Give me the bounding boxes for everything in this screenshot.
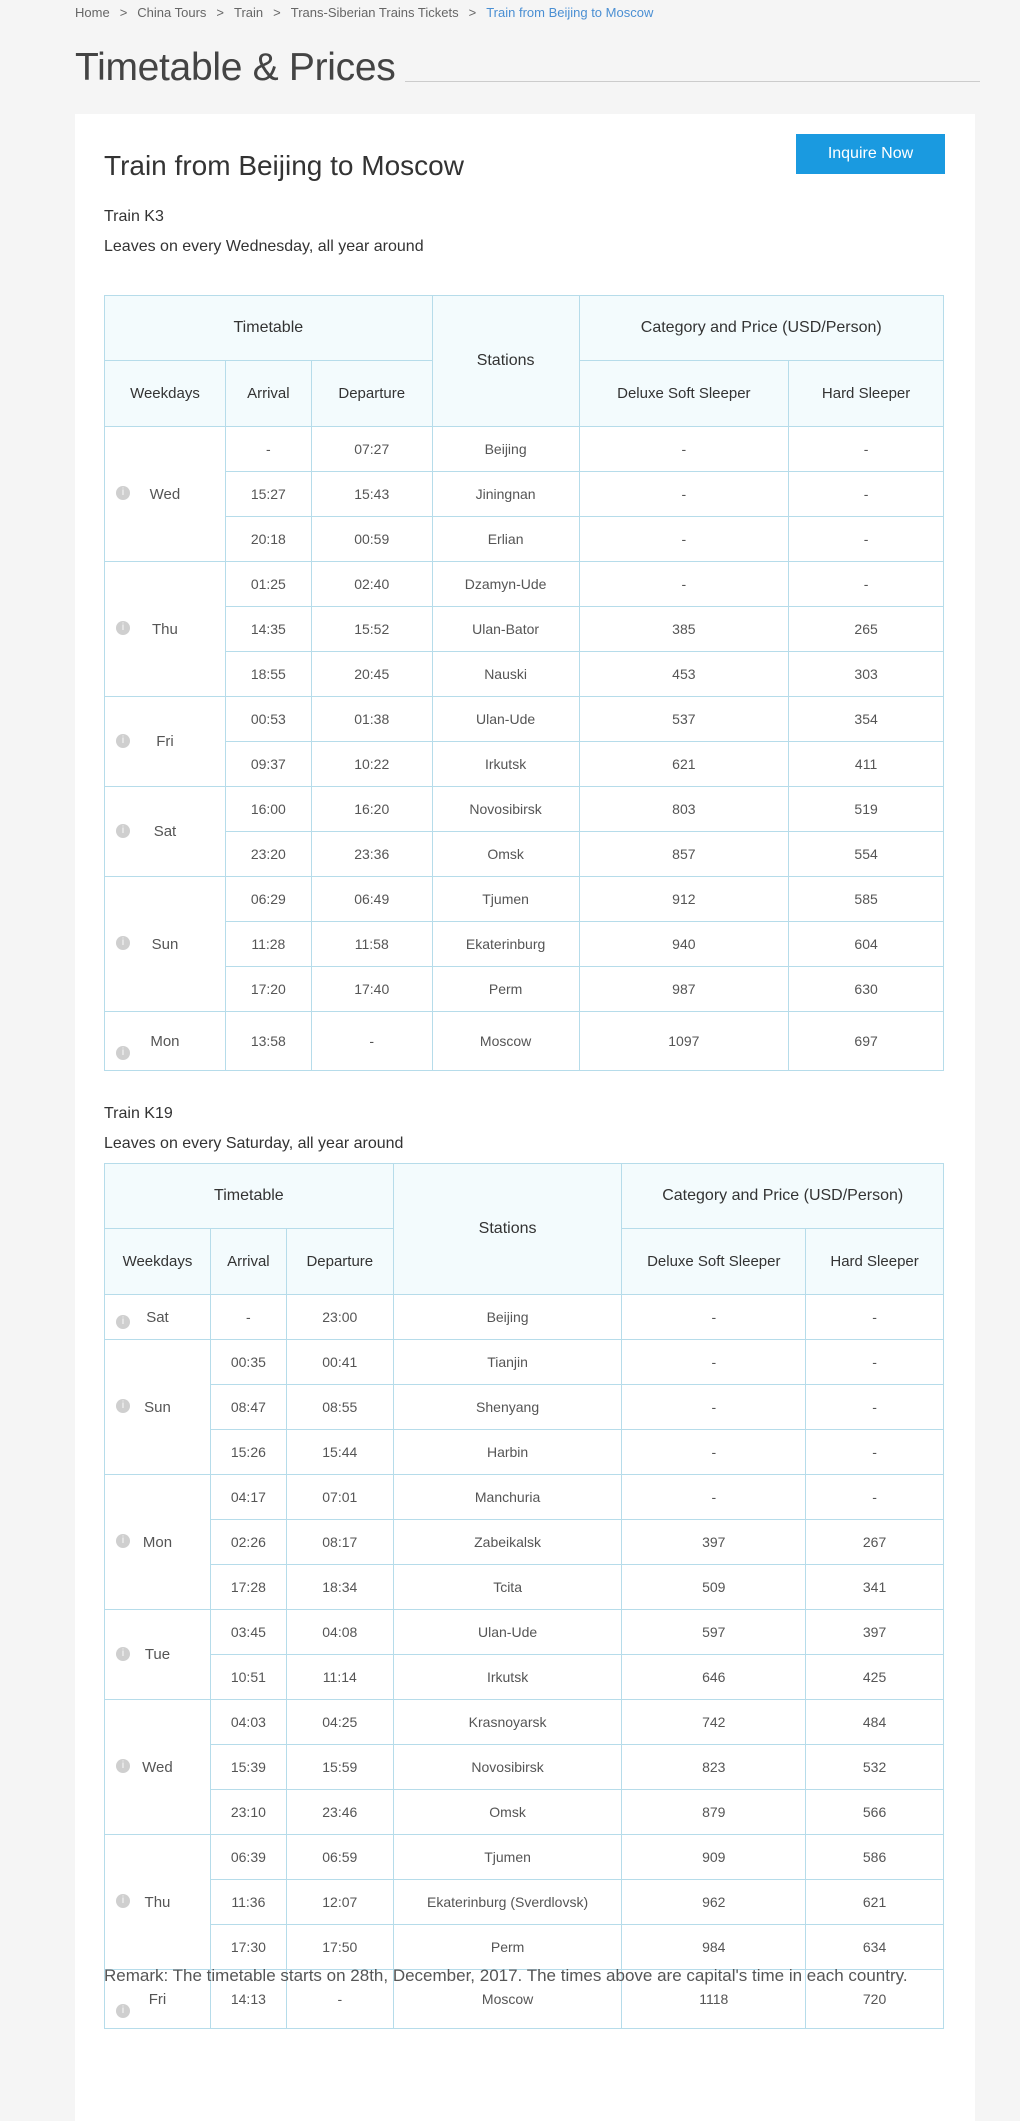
arrival-cell: 00:35 (210, 1340, 286, 1385)
deluxe-price-cell: 987 (579, 967, 789, 1012)
table-row (105, 877, 944, 922)
station-cell: Harbin (393, 1430, 622, 1475)
deluxe-price-cell: - (579, 517, 789, 562)
weekday-cell (105, 562, 226, 697)
arrival-cell: 11:36 (210, 1880, 286, 1925)
arrival-cell: - (225, 427, 311, 472)
departure-cell: 00:41 (286, 1340, 393, 1385)
departure-cell: 16:20 (311, 787, 432, 832)
deluxe-price-cell: 537 (579, 697, 789, 742)
info-icon[interactable]: i (116, 1399, 130, 1413)
arrival-cell: 20:18 (225, 517, 311, 562)
header-arrival: Arrival (210, 1229, 286, 1295)
departure-cell: 00:59 (311, 517, 432, 562)
arrival-cell: 02:26 (210, 1520, 286, 1565)
station-cell: Perm (393, 1925, 622, 1970)
weekday-label: Mon (142, 1533, 173, 1551)
station-cell: Tjumen (393, 1835, 622, 1880)
weekday-cell (105, 1610, 211, 1700)
departure-cell: 11:58 (311, 922, 432, 967)
hard-price-cell: - (806, 1340, 944, 1385)
departure-cell: 23:00 (286, 1295, 393, 1340)
departure-cell: 20:45 (311, 652, 432, 697)
departure-cell: - (311, 1012, 432, 1071)
deluxe-price-cell: 879 (622, 1790, 806, 1835)
station-cell: Shenyang (393, 1385, 622, 1430)
station-cell: Beijing (393, 1295, 622, 1340)
weekday-label: Thu (144, 1893, 171, 1911)
deluxe-price-cell: 1118 (622, 1970, 806, 2029)
breadcrumb: Home > China Tours > Train > Trans-Siberian Trains Tickets > Train from Beijing to Moscow (75, 5, 654, 20)
header-category-price: Category and Price (USD/Person) (579, 296, 943, 361)
hard-price-cell: 697 (789, 1012, 944, 1071)
info-icon[interactable]: i (116, 824, 130, 838)
breadcrumb-china-tours[interactable]: China Tours (137, 5, 207, 20)
weekday-cell (105, 1295, 211, 1340)
hard-price-cell: - (789, 427, 944, 472)
header-timetable: Timetable (105, 296, 433, 361)
weekday-label: Thu (152, 620, 178, 638)
header-hard-sleeper: Hard Sleeper (806, 1229, 944, 1295)
hard-price-cell: 586 (806, 1835, 944, 1880)
weekday-label: Sun (144, 1398, 171, 1416)
departure-cell: 07:01 (286, 1475, 393, 1520)
weekday-cell (105, 1340, 211, 1475)
arrival-cell: 15:26 (210, 1430, 286, 1475)
deluxe-price-cell: 803 (579, 787, 789, 832)
train-name: Train K3 (104, 208, 164, 225)
departure-cell: - (286, 1970, 393, 2029)
deluxe-price-cell: 397 (622, 1520, 806, 1565)
station-cell: Moscow (432, 1012, 579, 1071)
hard-price-cell: 484 (806, 1700, 944, 1745)
arrival-cell: 17:20 (225, 967, 311, 1012)
table-row (105, 1925, 944, 1970)
deluxe-price-cell: 509 (622, 1565, 806, 1610)
info-icon[interactable]: i (116, 1894, 130, 1908)
departure-cell: 08:17 (286, 1520, 393, 1565)
info-icon[interactable]: i (116, 1534, 130, 1548)
hard-price-cell: 303 (789, 652, 944, 697)
header-weekdays: Weekdays (105, 361, 226, 427)
info-icon[interactable]: i (116, 1315, 130, 1329)
info-icon[interactable]: i (116, 936, 130, 950)
station-cell: Krasnoyarsk (393, 1700, 622, 1745)
arrival-cell: 14:35 (225, 607, 311, 652)
deluxe-price-cell: - (622, 1475, 806, 1520)
weekday-label: Fri (148, 1990, 167, 2008)
deluxe-price-cell: 1097 (579, 1012, 789, 1071)
table-row (105, 1655, 944, 1700)
hard-price-cell: 519 (789, 787, 944, 832)
deluxe-price-cell: - (622, 1295, 806, 1340)
weekday-label: Sat (153, 823, 177, 840)
table-row (105, 562, 944, 607)
station-cell: Jiningnan (432, 472, 579, 517)
info-icon[interactable]: i (116, 486, 130, 500)
weekday-label: Tue (144, 1646, 171, 1663)
departure-cell: 15:44 (286, 1430, 393, 1475)
table-row (105, 1340, 944, 1385)
station-cell: Beijing (432, 427, 579, 472)
table-row (105, 1295, 944, 1340)
hard-price-cell: - (789, 517, 944, 562)
timetable-card (75, 114, 975, 2121)
deluxe-price-cell: 940 (579, 922, 789, 967)
deluxe-price-cell: - (622, 1385, 806, 1430)
weekday-label: Sat (146, 1308, 169, 1326)
timetable-k19 (104, 1163, 944, 2029)
station-cell: Ekaterinburg (432, 922, 579, 967)
station-cell: Ulan-Bator (432, 607, 579, 652)
hard-price-cell: - (789, 562, 944, 607)
arrival-cell: 01:25 (225, 562, 311, 607)
deluxe-price-cell: 597 (622, 1610, 806, 1655)
departure-cell: 04:25 (286, 1700, 393, 1745)
header-departure: Departure (311, 361, 432, 427)
hard-price-cell: 411 (789, 742, 944, 787)
departure-cell: 17:40 (311, 967, 432, 1012)
table-row (105, 967, 944, 1012)
page-title-row (75, 44, 980, 92)
deluxe-price-cell: 742 (622, 1700, 806, 1745)
departure-cell: 04:08 (286, 1610, 393, 1655)
table-row (105, 517, 944, 562)
weekday-label: Mon (150, 1032, 180, 1050)
departure-cell: 11:14 (286, 1655, 393, 1700)
departure-cell: 17:50 (286, 1925, 393, 1970)
hard-price-cell: 397 (806, 1610, 944, 1655)
station-cell: Ulan-Ude (393, 1610, 622, 1655)
breadcrumb-train[interactable]: Train (234, 5, 264, 20)
station-cell: Ulan-Ude (432, 697, 579, 742)
weekday-cell (105, 697, 226, 787)
weekday-cell (105, 1835, 211, 1970)
header-deluxe-soft-sleeper: Deluxe Soft Sleeper (622, 1229, 806, 1295)
train-schedule-note: Leaves on every Saturday, all year around (104, 1135, 404, 1152)
hard-price-cell: 621 (806, 1880, 944, 1925)
table-row (105, 1880, 944, 1925)
hard-price-cell: - (806, 1430, 944, 1475)
deluxe-price-cell: 962 (622, 1880, 806, 1925)
hard-price-cell: - (806, 1475, 944, 1520)
info-icon[interactable]: i (116, 734, 130, 748)
table-row (105, 787, 944, 832)
hard-price-cell: 532 (806, 1745, 944, 1790)
table-row (105, 1610, 944, 1655)
station-cell: Manchuria (393, 1475, 622, 1520)
station-cell: Moscow (393, 1970, 622, 2029)
arrival-cell: 23:20 (225, 832, 311, 877)
hard-price-cell: 634 (806, 1925, 944, 1970)
info-icon[interactable]: i (116, 1647, 130, 1661)
departure-cell: 07:27 (311, 427, 432, 472)
table-row (105, 697, 944, 742)
hard-price-cell: 425 (806, 1655, 944, 1700)
header-arrival: Arrival (225, 361, 311, 427)
breadcrumb-current: Train from Beijing to Moscow (486, 5, 654, 20)
table-row (105, 832, 944, 877)
arrival-cell: 13:58 (225, 1012, 311, 1071)
info-icon[interactable]: i (116, 621, 130, 635)
hard-price-cell: 354 (789, 697, 944, 742)
station-cell: Novosibirsk (432, 787, 579, 832)
info-icon[interactable]: i (116, 1046, 130, 1060)
departure-cell: 15:43 (311, 472, 432, 517)
departure-cell: 01:38 (311, 697, 432, 742)
deluxe-price-cell: - (622, 1430, 806, 1475)
station-cell: Omsk (393, 1790, 622, 1835)
departure-cell: 08:55 (286, 1385, 393, 1430)
table-row (105, 1745, 944, 1790)
departure-cell: 23:36 (311, 832, 432, 877)
weekday-cell (105, 427, 226, 562)
info-icon[interactable]: i (116, 1759, 130, 1773)
hard-price-cell: - (806, 1385, 944, 1430)
table-row (105, 1430, 944, 1475)
station-cell: Zabeikalsk (393, 1520, 622, 1565)
remark: Remark: The timetable starts on 28th, December, 2017. The times above are capital's time in each country. (104, 1966, 908, 1985)
hard-price-cell: 554 (789, 832, 944, 877)
departure-cell: 15:52 (311, 607, 432, 652)
arrival-cell: 15:27 (225, 472, 311, 517)
deluxe-price-cell: 385 (579, 607, 789, 652)
header-deluxe-soft-sleeper: Deluxe Soft Sleeper (579, 361, 789, 427)
arrival-cell: 17:30 (210, 1925, 286, 1970)
deluxe-price-cell: 909 (622, 1835, 806, 1880)
hard-price-cell: 267 (806, 1520, 944, 1565)
arrival-cell: 09:37 (225, 742, 311, 787)
header-stations: Stations (393, 1164, 622, 1295)
deluxe-price-cell: 823 (622, 1745, 806, 1790)
table-row (105, 1520, 944, 1565)
table-row (105, 1700, 944, 1745)
departure-cell: 06:59 (286, 1835, 393, 1880)
route-title: Train from Beijing to Moscow (104, 150, 464, 181)
arrival-cell: 17:28 (210, 1565, 286, 1610)
info-icon[interactable]: i (116, 2004, 130, 2018)
arrival-cell: 14:13 (210, 1970, 286, 2029)
arrival-cell: 16:00 (225, 787, 311, 832)
arrival-cell: 03:45 (210, 1610, 286, 1655)
table-row (105, 1385, 944, 1430)
table-row (105, 1475, 944, 1520)
station-cell: Perm (432, 967, 579, 1012)
deluxe-price-cell: 912 (579, 877, 789, 922)
deluxe-price-cell: 646 (622, 1655, 806, 1700)
breadcrumb-home[interactable]: Home (75, 5, 110, 20)
hard-price-cell: - (806, 1295, 944, 1340)
hard-price-cell: 585 (789, 877, 944, 922)
train-schedule-note: Leaves on every Wednesday, all year around (104, 238, 424, 255)
table-row (105, 1790, 944, 1835)
station-cell: Ekaterinburg (Sverdlovsk) (393, 1880, 622, 1925)
departure-cell: 10:22 (311, 742, 432, 787)
deluxe-price-cell: 621 (579, 742, 789, 787)
departure-cell: 12:07 (286, 1880, 393, 1925)
station-cell: Erlian (432, 517, 579, 562)
deluxe-price-cell: 984 (622, 1925, 806, 1970)
hard-price-cell: 566 (806, 1790, 944, 1835)
timetable-k3 (104, 295, 944, 1071)
weekday-cell (105, 787, 226, 877)
arrival-cell: 15:39 (210, 1745, 286, 1790)
arrival-cell: 18:55 (225, 652, 311, 697)
deluxe-price-cell: - (579, 472, 789, 517)
train-name: Train K19 (104, 1105, 173, 1122)
table-row (105, 427, 944, 472)
arrival-cell: 11:28 (225, 922, 311, 967)
arrival-cell: 06:39 (210, 1835, 286, 1880)
deluxe-price-cell: 453 (579, 652, 789, 697)
station-cell: Tianjin (393, 1340, 622, 1385)
table-row (105, 922, 944, 967)
station-cell: Dzamyn-Ude (432, 562, 579, 607)
header-timetable: Timetable (105, 1164, 394, 1229)
deluxe-price-cell: 857 (579, 832, 789, 877)
hard-price-cell: 630 (789, 967, 944, 1012)
station-cell: Tcita (393, 1565, 622, 1610)
inquire-now-button[interactable]: Inquire Now (796, 134, 945, 174)
departure-cell: 18:34 (286, 1565, 393, 1610)
page-title: Timetable & Prices (75, 44, 405, 92)
departure-cell: 06:49 (311, 877, 432, 922)
weekday-label: Sun (151, 935, 179, 953)
hard-price-cell: 720 (806, 1970, 944, 2029)
table-row (105, 1012, 944, 1071)
header-departure: Departure (286, 1229, 393, 1295)
breadcrumb-trans-siberian[interactable]: Trans-Siberian Trains Tickets (290, 5, 459, 20)
weekday-label: Wed (149, 485, 181, 503)
header-category-price: Category and Price (USD/Person) (622, 1164, 944, 1229)
arrival-cell: 04:03 (210, 1700, 286, 1745)
weekday-cell (105, 1700, 211, 1835)
title-divider (385, 81, 980, 82)
arrival-cell: 23:10 (210, 1790, 286, 1835)
station-cell: Tjumen (432, 877, 579, 922)
arrival-cell: 08:47 (210, 1385, 286, 1430)
arrival-cell: 00:53 (225, 697, 311, 742)
hard-price-cell: 341 (806, 1565, 944, 1610)
weekday-cell (105, 877, 226, 1012)
departure-cell: 15:59 (286, 1745, 393, 1790)
weekday-label: Fri (156, 733, 174, 750)
arrival-cell: 10:51 (210, 1655, 286, 1700)
station-cell: Nauski (432, 652, 579, 697)
table-row (105, 742, 944, 787)
weekday-cell (105, 1012, 226, 1071)
station-cell: Novosibirsk (393, 1745, 622, 1790)
arrival-cell: 06:29 (225, 877, 311, 922)
table-row (105, 472, 944, 517)
table-row (105, 1565, 944, 1610)
header-hard-sleeper: Hard Sleeper (789, 361, 944, 427)
station-cell: Irkutsk (393, 1655, 622, 1700)
arrival-cell: - (210, 1295, 286, 1340)
hard-price-cell: 265 (789, 607, 944, 652)
table-row (105, 607, 944, 652)
table-row (105, 652, 944, 697)
station-cell: Omsk (432, 832, 579, 877)
hard-price-cell: 604 (789, 922, 944, 967)
departure-cell: 23:46 (286, 1790, 393, 1835)
header-weekdays: Weekdays (105, 1229, 211, 1295)
deluxe-price-cell: - (579, 562, 789, 607)
header-stations: Stations (432, 296, 579, 427)
table-row (105, 1835, 944, 1880)
weekday-label: Wed (142, 1758, 173, 1776)
arrival-cell: 04:17 (210, 1475, 286, 1520)
weekday-cell (105, 1475, 211, 1610)
deluxe-price-cell: - (622, 1340, 806, 1385)
deluxe-price-cell: - (579, 427, 789, 472)
departure-cell: 02:40 (311, 562, 432, 607)
station-cell: Irkutsk (432, 742, 579, 787)
hard-price-cell: - (789, 472, 944, 517)
